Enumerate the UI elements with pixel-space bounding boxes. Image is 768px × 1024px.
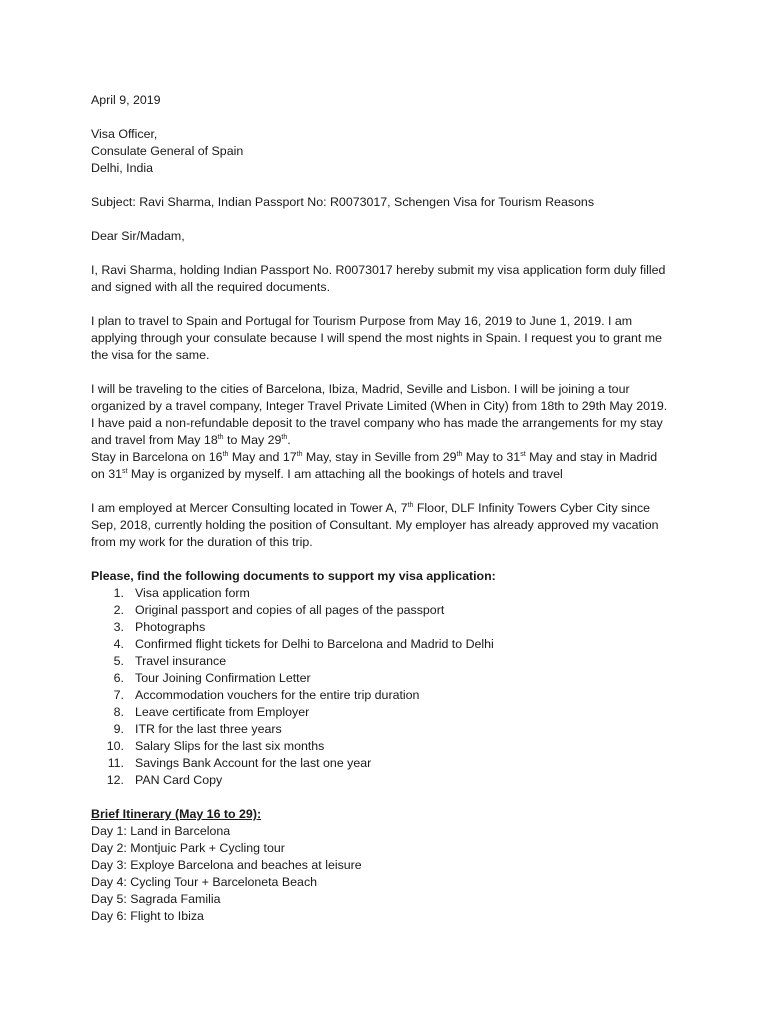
subject-line: Subject: Ravi Sharma, Indian Passport No: R0073017, Schengen Visa for Tourism Reasons	[91, 195, 595, 209]
itinerary-day: Day 2: Montjuic Park + Cycling tour	[91, 841, 285, 855]
ordinal-suffix: th	[222, 451, 229, 458]
list-item	[91, 653, 691, 670]
ordinal-suffix: th	[217, 434, 224, 441]
recipient-line: Consulate General of Spain	[91, 144, 244, 158]
list-number: 2.	[113, 603, 124, 617]
salutation: Dear Sir/Madam,	[91, 229, 185, 243]
ordinal-suffix: st	[122, 468, 128, 475]
ordinal-suffix: th	[456, 451, 463, 458]
list-number: 12.	[106, 773, 124, 787]
paragraph-travel-plan	[91, 313, 691, 364]
list-number: 3.	[113, 620, 124, 634]
text-run: .	[287, 433, 291, 447]
list-text: ITR for the last three years	[135, 722, 282, 736]
paragraph-line	[91, 449, 691, 466]
paragraph-intro	[91, 262, 691, 296]
text-run: I am employed at Mercer Consulting located in Tower A, 7	[91, 501, 408, 515]
letter-date: April 9, 2019	[91, 93, 161, 107]
list-text: Photographs	[135, 620, 206, 634]
text-run: and travel from May 18	[91, 433, 218, 447]
list-text: Confirmed flight tickets for Delhi to Barcelona and Madrid to Delhi	[135, 637, 494, 651]
text-run: May, stay in Seville from 29	[302, 450, 457, 464]
list-number: 4.	[113, 637, 124, 651]
paragraph-line	[91, 432, 691, 449]
list-number: 6.	[113, 671, 124, 685]
paragraph-line: I plan to travel to Spain and Portugal for Tourism Purpose from May 16, 2019 to June 1, 2019. I am	[91, 314, 633, 328]
paragraph-line: organized by a travel company, Integer Travel Private Limited (When in City) from 18th to 29th May 2019.	[91, 399, 668, 413]
list-text: Original passport and copies of all pages of the passport	[135, 603, 445, 617]
list-item	[91, 704, 691, 721]
paragraph-line: and signed with all the required documents.	[91, 280, 331, 294]
documents-list	[91, 585, 691, 789]
paragraph-line	[91, 500, 691, 517]
list-number: 8.	[113, 705, 124, 719]
list-text: PAN Card Copy	[135, 773, 223, 787]
documents-heading: Please, find the following documents to support my visa application:	[91, 569, 496, 583]
recipient-line: Delhi, India	[91, 161, 153, 175]
itinerary-list	[91, 823, 691, 925]
text-run: to May 29	[223, 433, 282, 447]
list-item	[91, 687, 691, 704]
letter-body	[91, 92, 691, 925]
list-item	[91, 755, 691, 772]
ordinal-suffix: th	[407, 502, 414, 509]
paragraph-employment	[91, 500, 691, 551]
list-text: Accommodation vouchers for the entire trip duration	[135, 688, 420, 702]
paragraph-line: I, Ravi Sharma, holding Indian Passport No. R0073017 hereby submit my visa application form duly filled	[91, 263, 666, 277]
list-number: 10.	[106, 739, 124, 753]
paragraph-line: the visa for the same.	[91, 348, 210, 362]
list-number: 9.	[113, 722, 124, 736]
list-item	[91, 619, 691, 636]
itinerary-day: Day 6: Flight to Ibiza	[91, 909, 204, 923]
itinerary-day: Day 1: Land in Barcelona	[91, 824, 231, 838]
list-text: Leave certificate from Employer	[135, 705, 310, 719]
list-number: 11.	[107, 756, 124, 770]
text-run: Stay in Barcelona on 16	[91, 450, 223, 464]
list-number: 1.	[113, 586, 124, 600]
list-text: Travel insurance	[135, 654, 227, 668]
ordinal-suffix: th	[296, 451, 303, 458]
text-run: Floor, DLF Infinity Towers Cyber City since	[413, 501, 651, 515]
itinerary-day: Day 4: Cycling Tour + Barceloneta Beach	[91, 875, 318, 889]
ordinal-suffix: st	[520, 451, 526, 458]
itinerary-day: Day 3: Exploye Barcelona and beaches at leisure	[91, 858, 362, 872]
paragraph-line: applying through your consulate because I will spend the most nights in Spain. I request you to grant me	[91, 331, 662, 345]
list-text: Tour Joining Confirmation Letter	[135, 671, 311, 685]
recipient-address	[91, 126, 691, 177]
list-item	[91, 772, 691, 789]
text-run: May to 31	[462, 450, 521, 464]
list-item	[91, 721, 691, 738]
list-number: 7.	[113, 688, 124, 702]
list-text: Visa application form	[135, 586, 250, 600]
itinerary-heading: Brief Itinerary (May 16 to 29):	[91, 807, 262, 821]
recipient-line: Visa Officer,	[91, 127, 158, 141]
list-text: Salary Slips for the last six months	[135, 739, 325, 753]
paragraph-line: I will be traveling to the cities of Barcelona, Ibiza, Madrid, Seville and Lisbon. I will be joining a tour	[91, 382, 630, 396]
paragraph-line: from my work for the duration of this trip.	[91, 535, 313, 549]
paragraph-line	[91, 466, 691, 483]
paragraph-cities	[91, 381, 691, 483]
paragraph-line: Sep, 2018, currently holding the position of Consultant. My employer has already approved my vacation	[91, 518, 659, 532]
list-item	[91, 670, 691, 687]
list-number: 5.	[113, 654, 124, 668]
list-item	[91, 738, 691, 755]
paragraph-line: I have paid a non-refundable deposit to the travel company who has made the arrangements for my stay	[91, 416, 663, 430]
text-run: on 31	[91, 467, 123, 481]
text-run: May is organized by myself. I am attaching all the bookings of hotels and travel	[127, 467, 563, 481]
text-run: May and stay in Madrid	[525, 450, 658, 464]
list-item	[91, 585, 691, 602]
itinerary-day: Day 5: Sagrada Familia	[91, 892, 221, 906]
text-run: May and 17	[228, 450, 297, 464]
ordinal-suffix: th	[281, 434, 288, 441]
list-text: Savings Bank Account for the last one year	[135, 756, 372, 770]
list-item	[91, 602, 691, 619]
list-item	[91, 636, 691, 653]
